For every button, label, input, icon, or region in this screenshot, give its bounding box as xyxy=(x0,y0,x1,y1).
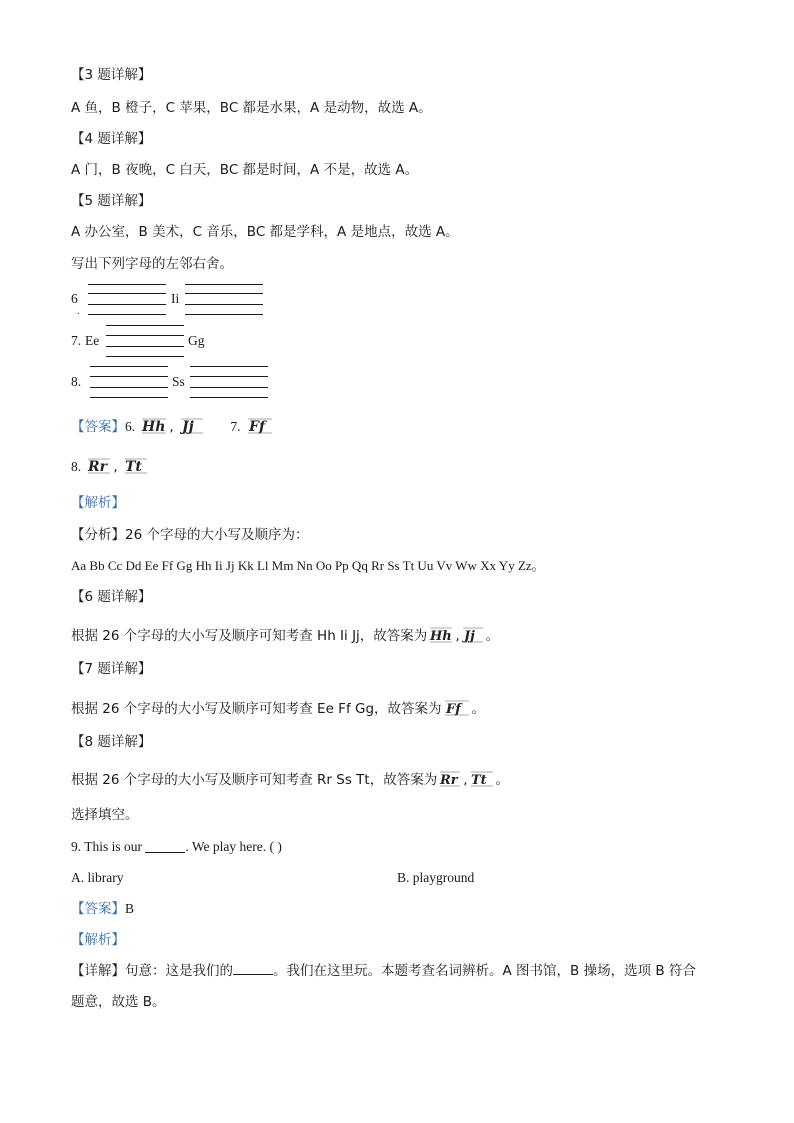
answer-6-number: 6. xyxy=(125,419,136,434)
q6-dot: . xyxy=(77,306,80,317)
q4-heading: 【4 题详解】 xyxy=(71,131,152,147)
q9-detail-line2: 题意，故选 B。 xyxy=(71,994,166,1010)
d6-period: 。 xyxy=(485,628,500,644)
q5-heading: 【5 题详解】 xyxy=(71,193,152,209)
q7-left-letter: Ee xyxy=(85,333,100,348)
q4-text: A 门，B 夜晚，C 白天，BC 都是时间，A 不是，故选 A。 xyxy=(71,162,419,178)
section3-instruction: 选择填空。 xyxy=(71,807,139,823)
q9-answer-row xyxy=(71,900,134,918)
d8-text: 根据 26 个字母的大小写及顺序可知考查 Rr Ss Tt，故答案为 xyxy=(71,772,438,788)
handwritten-jj-inline xyxy=(462,624,484,646)
svg-text:Rr: Rr xyxy=(88,459,108,475)
d7-period: 。 xyxy=(471,701,486,717)
svg-text:Ff: Ff xyxy=(445,702,461,717)
svg-text:Tt: Tt xyxy=(125,459,142,475)
svg-text:Hh: Hh xyxy=(430,629,453,644)
d8-comma: , xyxy=(463,772,468,788)
q9-detail-label: 【详解】 xyxy=(71,963,125,979)
d6-heading: 【6 题详解】 xyxy=(71,589,152,605)
q8-letter: Ss xyxy=(172,374,185,389)
handwritten-ff xyxy=(247,415,273,437)
handwritten-hh-inline xyxy=(429,624,453,646)
d7-row xyxy=(71,697,485,719)
q6-letter: Ii xyxy=(171,291,180,306)
q9-answer-label: 【答案】 xyxy=(71,901,125,917)
q9-stem xyxy=(71,838,282,856)
svg-text:Hh: Hh xyxy=(142,419,166,435)
answer-comma-1: , xyxy=(169,419,174,435)
q3-text: A 鱼，B 橙子，C 苹果，BC 都是水果，A 是动物，故选 A。 xyxy=(71,100,432,116)
q9-stem-pre: 9. This is our xyxy=(71,839,146,854)
q7-writing-lines[interactable] xyxy=(106,325,184,357)
answer-comma-2: , xyxy=(113,459,118,475)
d8-period: 。 xyxy=(495,772,510,788)
q6-left-writing-lines[interactable] xyxy=(88,284,166,316)
q5-text: A 办公室，B 美术，C 音乐，BC 都是学科，A 是地点，故选 A。 xyxy=(71,224,459,240)
svg-text:Tt: Tt xyxy=(470,773,487,788)
handwritten-hh xyxy=(141,415,167,437)
d8-heading: 【8 题详解】 xyxy=(71,734,152,750)
q9-detail-row xyxy=(71,962,696,980)
handwritten-ff-inline xyxy=(444,697,470,719)
section2-instruction: 写出下列字母的左邻右舍。 xyxy=(71,256,233,272)
answer-row-2 xyxy=(71,455,150,477)
q8-number: 8. xyxy=(71,374,82,389)
alphabet-list: Aa Bb Cc Dd Ee Ff Gg Hh Ii Jj Kk Ll Mm Nn Oo Pp Qq Rr Ss Tt Uu Vv Ww Xx Yy Zz。 xyxy=(71,558,545,573)
q9-detail-post: 。我们在这里玩。本题考查名词辨析。A 图书馆，B 操场，选项 B 符合 xyxy=(273,963,696,979)
svg-text:Rr: Rr xyxy=(440,773,458,788)
q9-blank[interactable] xyxy=(145,840,185,853)
q9-answer-value: B xyxy=(125,901,135,916)
q9-analysis-label: 【解析】 xyxy=(71,932,125,948)
d6-text: 根据 26 个字母的大小写及顺序可知考查 Hh Ii Jj，故答案为 xyxy=(71,628,428,644)
q9-stem-post: . We play here. ( ) xyxy=(185,839,282,854)
q9-option-b[interactable]: B. playground xyxy=(397,870,475,885)
q8-right-writing-lines[interactable] xyxy=(190,366,268,398)
answer-7-number: 7. xyxy=(230,419,241,434)
svg-text:Jj: Jj xyxy=(463,629,475,644)
analysis-fenxi: 【分析】26 个字母的大小写及顺序为： xyxy=(71,527,309,543)
handwritten-rr xyxy=(87,455,111,477)
handwritten-tt-inline xyxy=(470,768,494,790)
svg-text:Ff: Ff xyxy=(248,419,265,435)
d7-text: 根据 26 个字母的大小写及顺序可知考查 Ee Ff Gg，故答案为 xyxy=(71,701,442,717)
handwritten-tt xyxy=(124,455,148,477)
answer-row-1 xyxy=(71,415,275,437)
svg-text:Jj: Jj xyxy=(182,419,194,435)
q3-heading: 【3 题详解】 xyxy=(71,67,152,83)
q9-option-a[interactable]: A. library xyxy=(71,870,124,885)
d6-comma: , xyxy=(455,628,460,644)
d7-heading: 【7 题详解】 xyxy=(71,661,152,677)
q6-right-writing-lines[interactable] xyxy=(185,284,263,316)
q8-left-writing-lines[interactable] xyxy=(90,366,168,398)
q9-detail-pre: 句意：这是我们的 xyxy=(125,963,233,979)
d6-row xyxy=(71,624,499,646)
d8-row xyxy=(71,768,509,790)
q7-number: 7. xyxy=(71,333,82,348)
answer-label: 【答案】 xyxy=(71,419,125,435)
q9-detail-blank xyxy=(233,962,273,975)
handwritten-rr-inline xyxy=(439,768,461,790)
answer-8-number: 8. xyxy=(71,459,82,474)
q6-number: 6 xyxy=(71,291,78,306)
handwritten-jj xyxy=(180,415,204,437)
q7-right-letter: Gg xyxy=(188,333,205,348)
analysis-label: 【解析】 xyxy=(71,495,125,511)
